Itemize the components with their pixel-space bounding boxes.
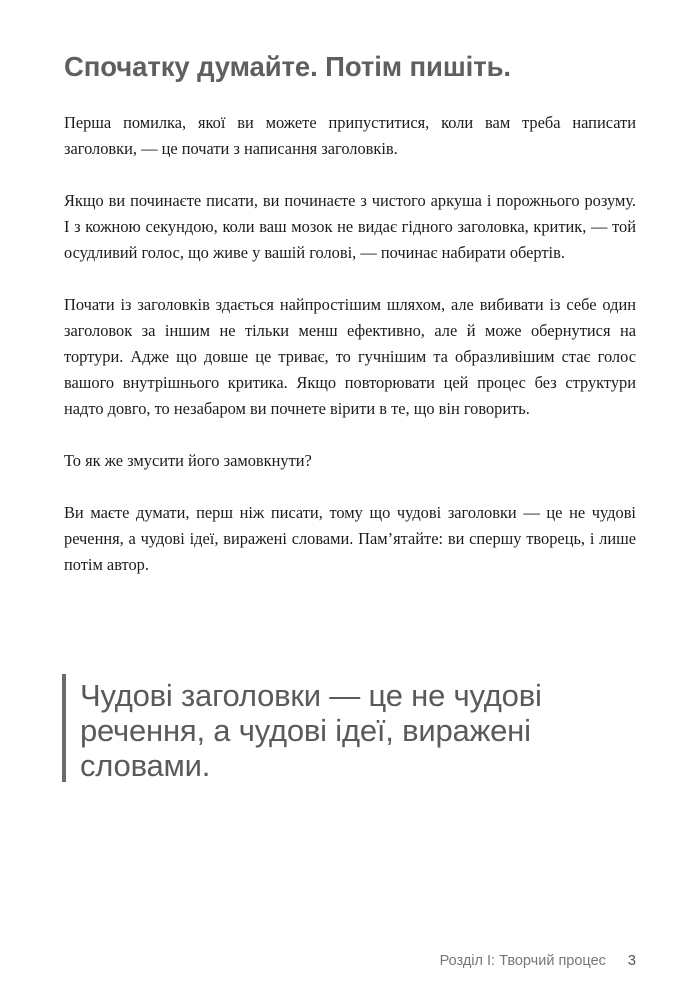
- paragraph: Почати із заголовків здається найпростішим шляхом, але вибивати із себе один заголовок за іншим не тільки менш ефективно, але й може обернутися на тортури. Адже що довше це триває, то гучнішим та образливішим стає голос вашого внутрішнього критика. Якщо повторювати цей процес без структури надто довго, то незабаром ви почнете вірити в те, що він говорить.: [64, 295, 636, 418]
- paragraph: Перша помилка, якої ви можете припуститися, коли вам треба написати заголовки, — це почати з написання заголовків.: [64, 113, 636, 158]
- page-footer: [440, 951, 636, 971]
- page-number: 3: [627, 953, 636, 969]
- page-heading: Спочатку думайте. Потім пишіть.: [64, 51, 511, 82]
- pull-quote: [62, 674, 642, 782]
- pull-quote-text: Чудові заголовки — це не чудові речення, а чудові ідеї, виражені словами.: [80, 678, 542, 783]
- body-text: [64, 110, 636, 578]
- paragraph: Якщо ви починаєте писати, ви починаєте з чистого аркуша і порожнього розуму. І з кожною секундою, коли ваш мозок не видає гідного заголовка, критик, — той осудливий голос, що живе у вашій голові, — починає набирати обертів.: [64, 191, 636, 262]
- paragraph: Ви маєте думати, перш ніж писати, тому що чудові заголовки — це не чудові речення, а чудові ідеї, виражені словами. Пам’ятайте: ви спершу творець, і лише потім автор.: [64, 503, 636, 574]
- paragraph: То як же змусити його замовкнути?: [64, 451, 312, 470]
- footer-chapter-title: Розділ І: Творчий процес: [439, 953, 606, 969]
